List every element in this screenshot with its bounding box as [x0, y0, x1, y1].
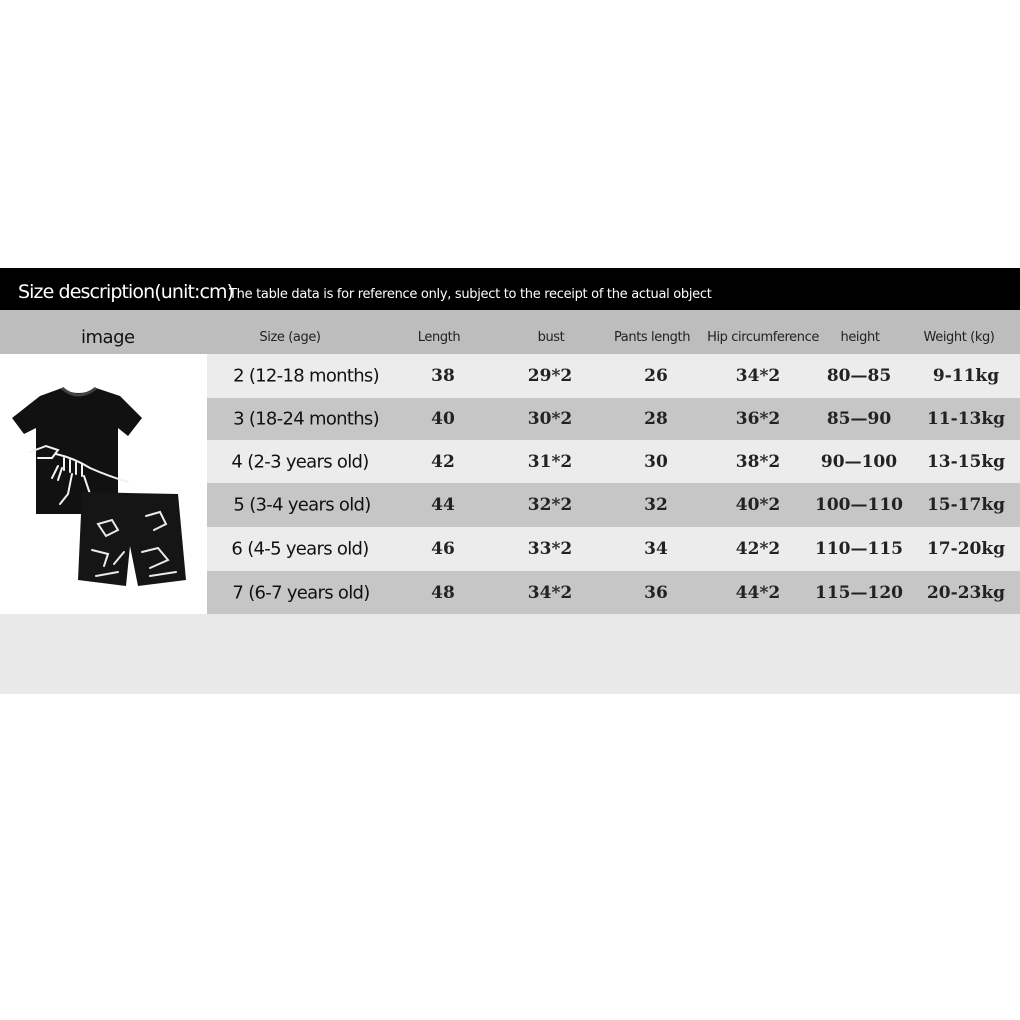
- column-header-length: Length: [417, 330, 461, 345]
- bust-cell: 30*2: [527, 409, 573, 429]
- bust-cell: 29*2: [527, 366, 573, 386]
- bust-cell: 33*2: [527, 539, 573, 559]
- size-cell: 4 (2-3 years old): [231, 451, 369, 472]
- hip-cell: 40*2: [735, 495, 781, 515]
- size-cell: 6 (4-5 years old): [231, 538, 369, 560]
- table-row: [207, 398, 1020, 440]
- bust-cell: 31*2: [527, 451, 573, 472]
- weight-cell: 9-11kg: [932, 366, 1000, 386]
- hip-cell: 44*2: [735, 582, 781, 603]
- length-cell: 42: [431, 451, 455, 472]
- column-header-hip: Hip circumference: [707, 330, 819, 345]
- size-chart-disclaimer: The table data is for reference only, subject to the receipt of the actual object: [229, 287, 712, 302]
- hip-cell: 36*2: [735, 409, 781, 429]
- size-cell: 5 (3-4 years old): [233, 494, 371, 516]
- pants-length-cell: 36: [644, 582, 668, 603]
- table-row: [207, 483, 1020, 527]
- bust-cell: 34*2: [527, 582, 573, 603]
- column-header-height: height: [840, 330, 880, 345]
- height-cell: 80—85: [826, 366, 892, 386]
- pants-length-cell: 34: [644, 539, 668, 559]
- size-chart-title: Size description(unit:cm): [18, 281, 234, 303]
- bust-cell: 32*2: [527, 495, 573, 515]
- weight-cell: 11-13kg: [926, 409, 1006, 429]
- table-row: [207, 354, 1020, 398]
- dinosaur-outfit-illustration: [0, 354, 207, 614]
- hip-cell: 42*2: [735, 539, 781, 559]
- length-cell: 48: [431, 582, 455, 603]
- size-chart: [0, 268, 1020, 694]
- hip-cell: 38*2: [735, 451, 781, 472]
- hip-cell: 34*2: [735, 366, 781, 386]
- height-cell: 90—100: [820, 451, 898, 472]
- size-cell: 2 (12-18 months): [233, 365, 379, 387]
- length-cell: 40: [431, 409, 455, 429]
- pants-length-cell: 32: [644, 495, 668, 515]
- column-header-size: Size (age): [259, 330, 321, 345]
- height-cell: 110—115: [815, 539, 903, 559]
- table-row: [207, 527, 1020, 571]
- column-header-weight: Weight (kg): [923, 330, 995, 345]
- weight-cell: 13-15kg: [926, 451, 1006, 472]
- height-cell: 115—120: [815, 582, 903, 603]
- size-cell: 3 (18-24 months): [233, 408, 379, 430]
- length-cell: 46: [431, 539, 455, 559]
- size-chart-header: [0, 268, 1020, 310]
- weight-cell: 20-23kg: [926, 582, 1006, 603]
- weight-cell: 17-20kg: [926, 539, 1006, 559]
- size-cell: 7 (6-7 years old): [232, 582, 370, 603]
- weight-cell: 15-17kg: [926, 495, 1006, 515]
- product-image: [0, 354, 207, 614]
- pants-length-cell: 26: [644, 366, 668, 386]
- height-cell: 85—90: [826, 409, 892, 429]
- table-row: [207, 440, 1020, 483]
- image-column-header: image: [81, 327, 135, 348]
- table-row: [207, 571, 1020, 614]
- column-header-pants-length: Pants length: [613, 330, 691, 345]
- table-footer-band: [0, 614, 1020, 694]
- height-cell: 100—110: [815, 495, 903, 515]
- length-cell: 38: [431, 366, 455, 386]
- column-header-bust: bust: [537, 330, 565, 345]
- pants-length-cell: 28: [644, 409, 668, 429]
- length-cell: 44: [431, 495, 455, 515]
- pants-length-cell: 30: [644, 451, 668, 472]
